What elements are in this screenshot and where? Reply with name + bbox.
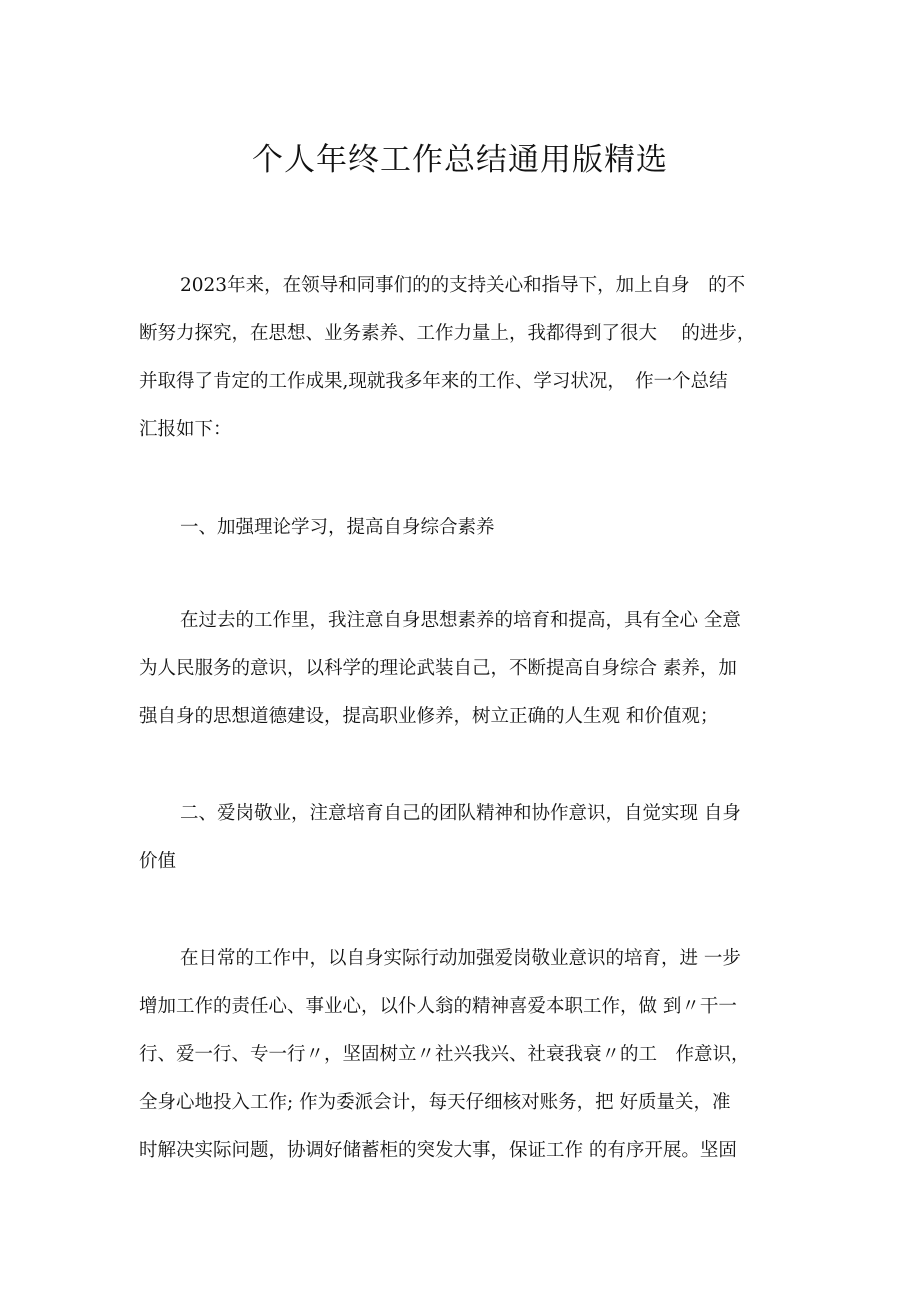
paragraph-line: 在日常的工作中，以自身实际行动加强爱岗敬业意识的培育，进 一步 — [180, 948, 741, 969]
intro-line: 2023年来，在领导和同事们的的支持关心和指导下，加上自身 的不 — [180, 275, 746, 296]
paragraph-line: 在过去的工作里，我注意自身思想素养的培育和提高，具有全心 全意 — [180, 610, 741, 631]
paragraph-line: 增加工作的责任心、事业心，以仆人翁的精神喜爱本职工作，做 到〃干一 — [139, 996, 737, 1017]
section-2-paragraph — [139, 935, 789, 1175]
section-1-heading-block — [139, 504, 789, 552]
section-2-heading-block — [139, 790, 789, 886]
intro-line: 汇报如下： — [139, 419, 232, 440]
section-1-paragraph — [139, 597, 789, 741]
paragraph-line: 时解决实际问题，协调好储蓄柜的突发大事，保证工作 的有序开展。坚固 — [139, 1140, 737, 1161]
paragraph-line: 为人民服务的意识，以科学的理论武装自己，不断提高自身综合 素养，加 — [139, 658, 737, 679]
paragraph-line: 强自身的思想道德建设，提高职业修养，树立正确的人生观 和价值观； — [139, 706, 719, 727]
section-heading: 一、加强理论学习，提高自身综合素养 — [180, 517, 495, 538]
section-heading: 二、爱岗敬业，注意培育自己的团队精神和协作意识，自觉实现 自身 — [180, 803, 741, 824]
intro-line: 断努力探究，在思想、业务素养、工作力量上，我都得到了很大 的进步， — [139, 323, 756, 344]
section-heading-continuation: 价值 — [139, 851, 177, 872]
paragraph-line: 全身心地投入工作; 作为委派会计，每天仔细核对账务，把 好质量关，准 — [139, 1092, 731, 1113]
intro-paragraph — [139, 262, 789, 454]
paragraph-line: 行、爱一行、专一行〃，坚固树立〃社兴我兴、社衰我衰〃的工 作意识， — [139, 1044, 750, 1065]
intro-line: 并取得了肯定的工作成果,现就我多年来的工作、学习状况， 作一个总结 — [139, 371, 728, 392]
document-title: 个人年终工作总结通用版精选 — [252, 142, 668, 178]
